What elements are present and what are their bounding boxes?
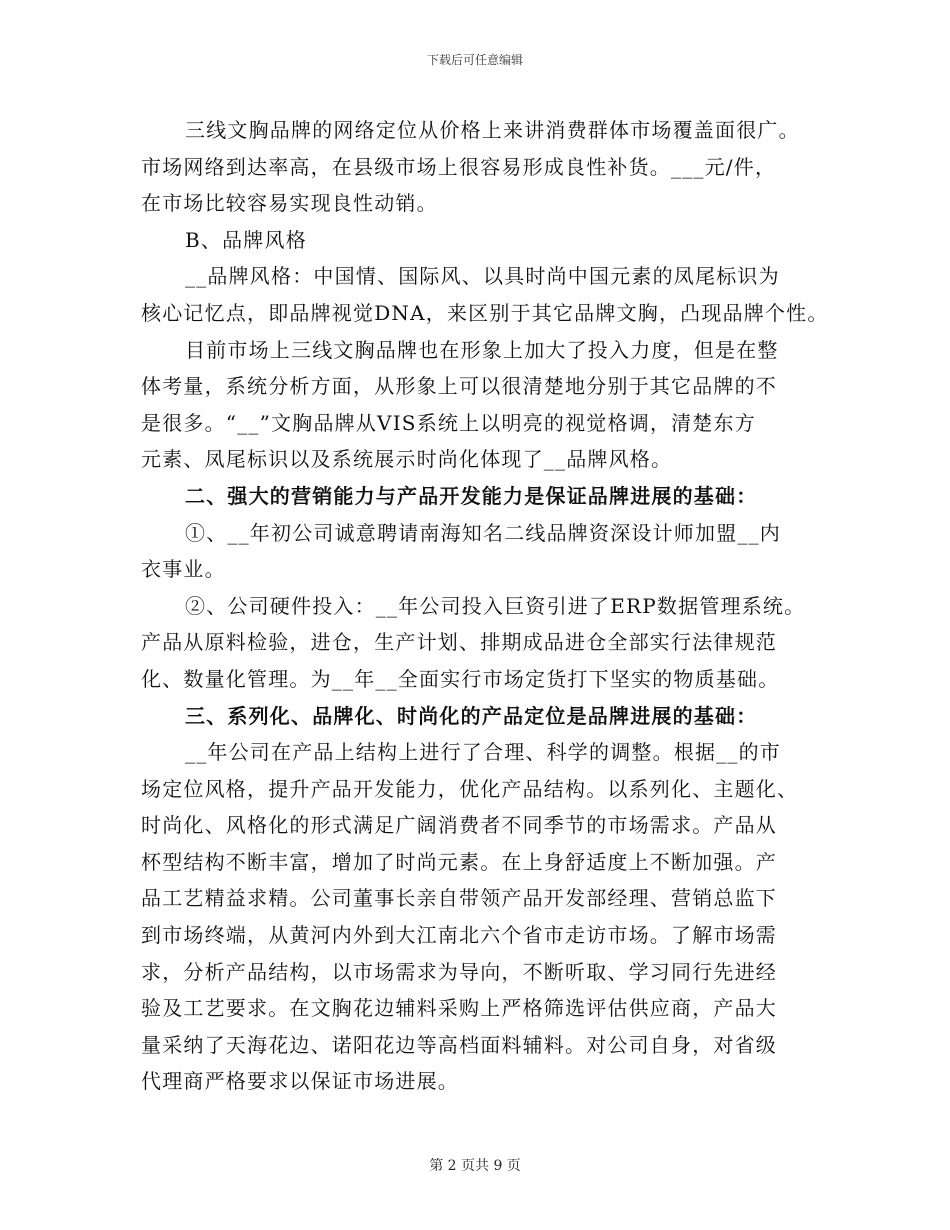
paragraph-line: __品牌风格：中国情、国际风、以具时尚中国元素的凤尾标识为 [185, 264, 780, 289]
paragraph-line: 验及工艺要求。在文胸花边辅料采购上严格筛选评估供应商，产品大 [141, 996, 777, 1021]
page-header: 下载后可任意编辑 [426, 53, 523, 67]
paragraph-line: ①、__年初公司诚意聘请南海知名二线品牌资深设计师加盟__内 [185, 520, 781, 545]
paragraph-line: 代理商严格要求以保证市场进展。 [141, 1069, 459, 1094]
paragraph-line: 量采纳了天海花边、诺阳花边等高档面料辅料。对公司自身，对省级 [141, 1032, 777, 1057]
paragraph-line: 求，分析产品结构，以市场需求为导向，不断听取、学习同行先进经 [141, 959, 777, 984]
paragraph-line: ②、公司硬件投入：__年公司投入巨资引进了ERP数据管理系统。 [185, 593, 806, 618]
page-footer: 第 2 页共 9 页 [429, 1158, 521, 1174]
paragraph-line: 三线文胸品牌的网络定位从价格上来讲消费群体市场覆盖面很广。 [185, 118, 800, 142]
paragraph-line: 杯型结构不断丰富，增加了时尚元素。在上身舒适度上不断加强。产 [141, 849, 777, 874]
paragraph-line: 核心记忆点，即品牌视觉DNA，来区别于其它品牌文胸，凸现品牌个性。 [141, 300, 829, 325]
paragraph-line: 是很多。“__”文胸品牌从VIS系统上以明亮的视觉格调，清楚东方 [141, 410, 756, 435]
document-body [141, 112, 831, 1100]
paragraph-line: 品工艺精益求精。公司董事长亲自带领产品开发部经理、营销总监下 [141, 886, 777, 911]
subsection-heading: B、品牌风格 [185, 227, 307, 252]
paragraph-line: 到市场终端，从黄河内外到大江南北六个省市走访市场。了解市场需 [141, 923, 777, 948]
paragraph-line: 市场网络到达率高，在县级市场上很容易形成良性补货。___元/件， [141, 154, 777, 179]
section-heading-2: 二、强大的营销能力与产品开发能力是保证品牌进展的基础： [185, 483, 758, 508]
paragraph-line: 在市场比较容易实现良性动销。 [141, 191, 438, 216]
paragraph-line: 元素、凤尾标识以及系统展示时尚化体现了__品牌风格。 [141, 447, 673, 472]
paragraph-line: 体考量，系统分析方面，从形象上可以很清楚地分别于其它品牌的不 [141, 374, 777, 399]
paragraph-line: 场定位风格，提升产品开发能力，优化产品结构。以系列化、主题化、 [141, 776, 799, 801]
section-heading-3: 三、系列化、品牌化、时尚化的产品定位是品牌进展的基础： [185, 703, 758, 728]
paragraph-line: __年公司在产品上结构上进行了合理、科学的调整。根据__的市 [185, 740, 781, 765]
paragraph-line: 衣事业。 [141, 557, 226, 582]
paragraph-line: 时尚化、风格化的形式满足广阔消费者不同季节的市场需求。产品从 [141, 813, 777, 838]
paragraph-line: 目前市场上三线文胸品牌也在形象上加大了投入力度，但是在整 [185, 337, 779, 362]
paragraph-line: 产品从原料检验，进仓，生产计划、排期成品进仓全部实行法律规范 [141, 630, 777, 655]
paragraph-line: 化、数量化管理。为__年__全面实行市场定货打下坚实的物质基础。 [141, 666, 780, 691]
